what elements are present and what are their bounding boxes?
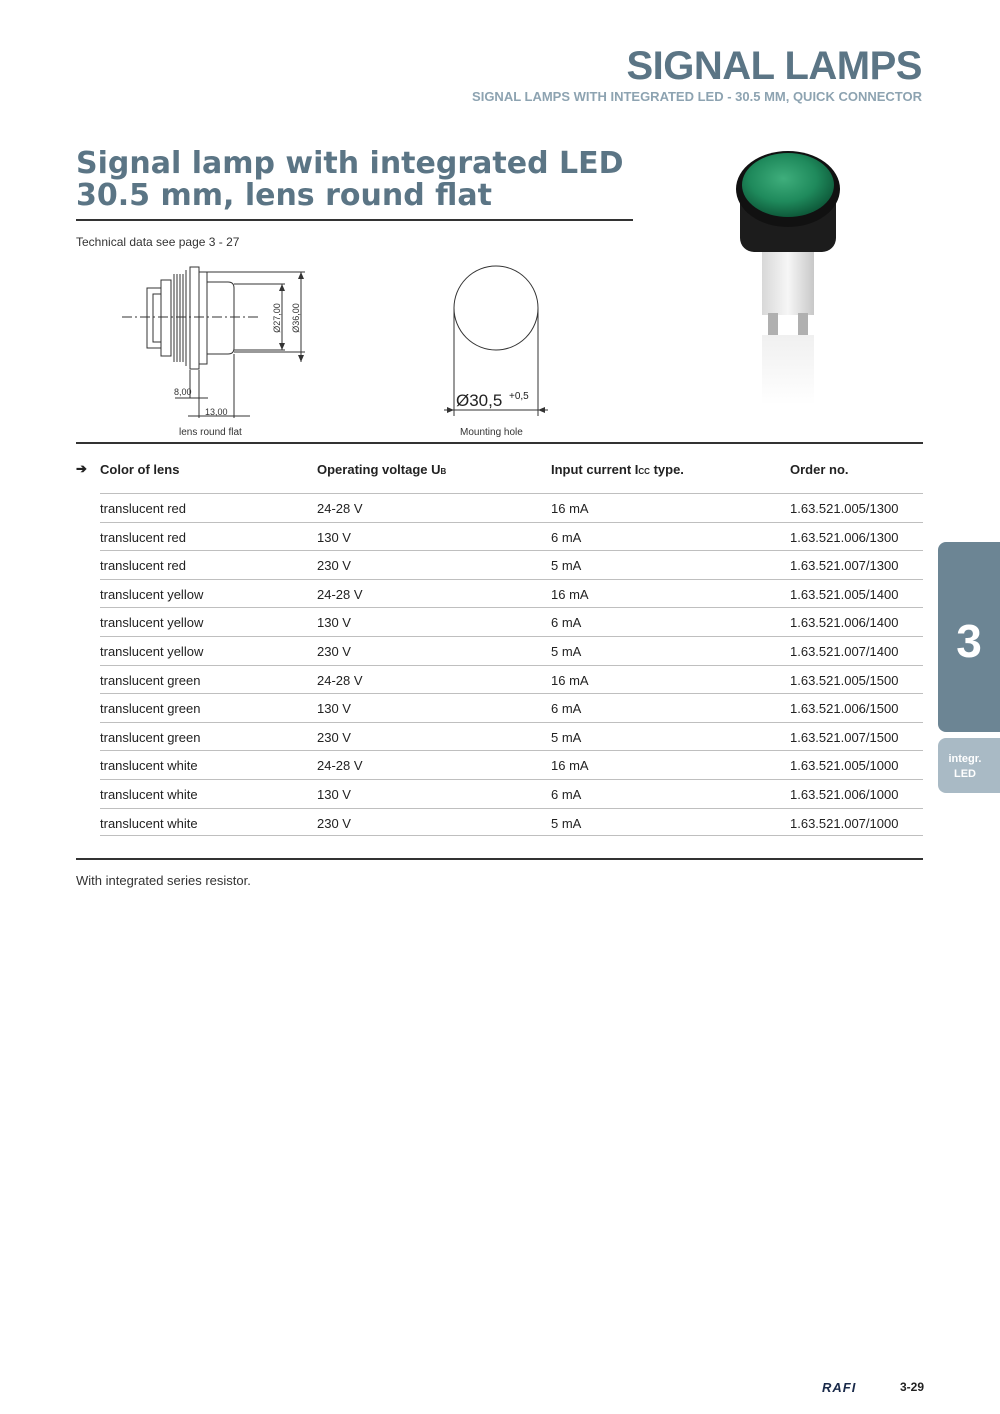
cell-color: translucent red	[100, 558, 186, 574]
cell-color: translucent green	[100, 672, 201, 688]
cell-current: 5 mA	[551, 643, 582, 659]
cell-color: translucent white	[100, 815, 198, 831]
dim-27-label: Ø27,00	[272, 303, 282, 333]
cell-current: 16 mA	[551, 758, 589, 774]
hole-tolerance-label: +0,5	[509, 391, 529, 402]
table-row	[0, 550, 1000, 579]
cell-color: translucent yellow	[100, 615, 204, 631]
cell-color: translucent yellow	[100, 643, 204, 659]
cell-voltage: 130 V	[317, 615, 351, 631]
cell-order: 1.63.521.005/1300	[790, 501, 899, 516]
table-row	[0, 579, 1000, 608]
cell-color: translucent green	[100, 701, 201, 717]
column-header-current	[551, 462, 684, 477]
table-row	[0, 722, 1000, 751]
cell-color: translucent yellow	[100, 586, 204, 602]
current-header-suffix: type.	[649, 462, 684, 477]
cell-current: 6 mA	[551, 615, 582, 631]
technical-drawing	[110, 258, 560, 428]
drawing-caption-hole: Mounting hole	[460, 427, 523, 438]
section-tab-integr-led[interactable]	[938, 738, 1000, 793]
cell-order: 1.63.521.007/1000	[790, 815, 899, 831]
table-body	[0, 493, 1000, 836]
cell-order: 1.63.521.006/1500	[790, 701, 899, 717]
section-tab-line2: LED	[954, 768, 976, 780]
cell-color: translucent white	[100, 786, 198, 802]
technical-data-note: Technical data see page 3 - 27	[76, 235, 240, 249]
cell-order: 1.63.521.007/1400	[790, 643, 899, 659]
cell-order: 1.63.521.007/1300	[790, 558, 899, 574]
table-top-rule	[76, 442, 923, 444]
dim-13-label: 13,00	[205, 407, 228, 417]
rafi-logo	[822, 1381, 888, 1393]
product-photo	[720, 145, 850, 415]
cell-voltage: 130 V	[317, 786, 351, 802]
table-row	[0, 522, 1000, 551]
product-title	[76, 148, 636, 212]
arrow-icon: ➔	[76, 461, 87, 476]
drawing-caption-lens: lens round flat	[179, 427, 242, 438]
section-tab-line1: integr.	[948, 753, 982, 765]
hole-dim-label: Ø30,5	[456, 391, 503, 410]
title-divider	[76, 219, 633, 221]
cell-color: translucent red	[100, 501, 186, 516]
cell-voltage: 130 V	[317, 701, 351, 717]
cell-current: 5 mA	[551, 815, 582, 831]
cell-current: 5 mA	[551, 729, 582, 745]
dim-36-label: Ø36,00	[291, 303, 301, 333]
table-row	[0, 636, 1000, 665]
cell-voltage: 130 V	[317, 529, 351, 545]
cell-order: 1.63.521.005/1000	[790, 758, 899, 774]
column-header-color: Color of lens	[100, 462, 180, 477]
cell-voltage: 230 V	[317, 815, 351, 831]
cell-current: 6 mA	[551, 701, 582, 717]
column-header-voltage	[317, 462, 446, 477]
voltage-header-text: Operating voltage U	[317, 462, 441, 477]
cell-voltage: 230 V	[317, 643, 351, 659]
cell-voltage: 24-28 V	[317, 672, 363, 688]
cell-current: 6 mA	[551, 786, 582, 802]
column-header-order: Order no.	[790, 462, 849, 477]
cell-voltage: 24-28 V	[317, 586, 363, 602]
cell-color: translucent white	[100, 758, 198, 774]
page-subtitle: SIGNAL LAMPS WITH INTEGRATED LED - 30.5 MM, QUICK CONNECTOR	[472, 89, 922, 104]
table-row	[0, 779, 1000, 808]
cell-order: 1.63.521.006/1300	[790, 529, 899, 545]
voltage-header-subscript: B	[440, 467, 447, 476]
cell-order: 1.63.521.006/1000	[790, 786, 899, 802]
cell-current: 16 mA	[551, 501, 589, 516]
cell-order: 1.63.521.006/1400	[790, 615, 899, 631]
cell-voltage: 230 V	[317, 558, 351, 574]
page-number: 3-29	[900, 1380, 925, 1394]
current-header-text: Input current I	[551, 462, 639, 477]
table-row	[0, 693, 1000, 722]
cell-order: 1.63.521.005/1500	[790, 672, 899, 688]
cell-current: 16 mA	[551, 586, 589, 602]
footnote: With integrated series resistor.	[76, 873, 251, 888]
cell-color: translucent green	[100, 729, 201, 745]
current-header-subscript: CC	[638, 467, 650, 476]
table-row	[0, 607, 1000, 636]
page-title: SIGNAL LAMPS	[626, 44, 922, 88]
table-row	[0, 750, 1000, 779]
cell-current: 5 mA	[551, 558, 582, 574]
cell-voltage: 230 V	[317, 729, 351, 745]
cell-voltage: 24-28 V	[317, 758, 363, 774]
cell-order: 1.63.521.005/1400	[790, 586, 899, 602]
product-title-line1: Signal lamp with integrated LED	[76, 146, 624, 181]
product-title-line2: 30.5 mm, lens round flat	[76, 178, 492, 213]
cell-voltage: 24-28 V	[317, 501, 363, 516]
table-row	[0, 665, 1000, 694]
table-bottom-rule	[76, 858, 923, 860]
cell-current: 6 mA	[551, 529, 582, 545]
table-row	[0, 808, 1000, 837]
table-row	[0, 493, 1000, 522]
chapter-tab[interactable]	[938, 542, 1000, 732]
rafi-logo-text: RAFI	[822, 1381, 857, 1393]
cell-current: 16 mA	[551, 672, 589, 688]
cell-order: 1.63.521.007/1500	[790, 729, 899, 745]
dim-8-label: 8,00	[174, 387, 192, 397]
cell-color: translucent red	[100, 529, 186, 545]
chapter-number: 3	[956, 615, 982, 667]
